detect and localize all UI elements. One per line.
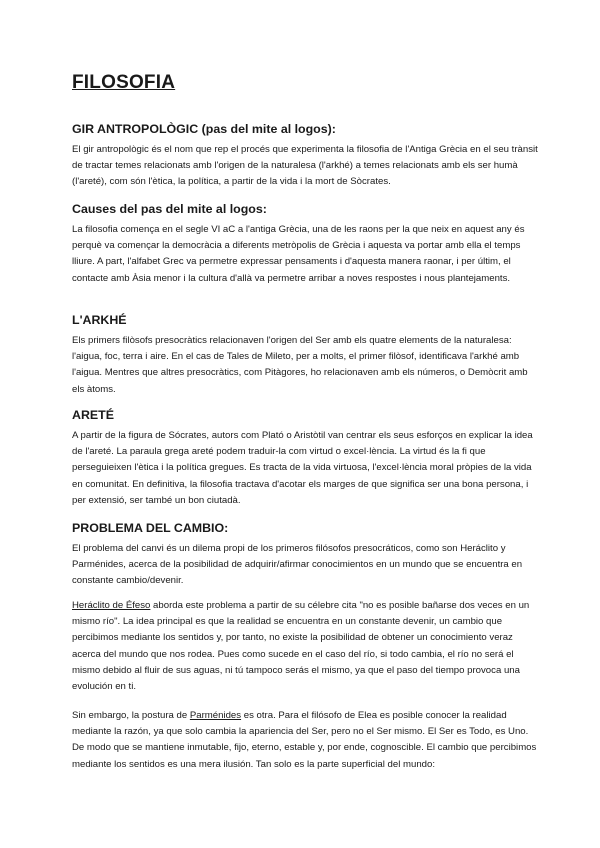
section-body: A partir de la figura de Sócrates, autors com Plató o Aristòtil van centrar els seus esforços en explicar la idea de l'areté. La paraula grega areté podem traduir-la com virtud o excel·lència. La virtud és la fi que perseguieixen l'ètica i la política gregues. Es tracta de la vida virtuosa, l'excel·lència moral pròpies de la vida en comunitat. En definitiva, la filosofia tractava d'acotar els marges de que significa ser una bona persona, i per extensió, ser també un bon ciutadà. [72, 430, 533, 506]
section-causes [72, 202, 542, 287]
heraclito-name: Heráclito de Éfeso [72, 600, 151, 611]
section-heading: ARETÉ [72, 408, 114, 422]
parmenides-intro: Sin embargo, la postura de [72, 710, 190, 721]
section-problema-cambio [72, 521, 542, 590]
paragraph-parmenides [72, 708, 542, 773]
section-arete [72, 408, 542, 509]
heraclito-text: aborda este problema a partir de su célebre cita "no es posible bañarse dos veces en un mismo río". La idea principal es que la realidad se encuentra en un constante devenir, un cambio que percibimos mediante los sentidos y, por tanto, no existe la posibilidad de obtener un conocimiento veraz acerca del mundo que nos rodea. Pues como sucede en el caso del río, si todo cambia, el río no será el mismo debido al fluir de sus aguas, ni tú tampoco serás el mismo, ya que el paso del tiempo provoca una evolución en ti. [72, 600, 530, 693]
section-body: Els primers filòsofs presocràtics relacionaven l'origen del Ser amb els quatre elements de la naturalesa: l'aigua, foc, terra i aire. En el cas de Tales de Mileto, per a molts, el primer filòsof, identificava l'arkhé amb l'aigua. Mentres que altres presocràtics, com Pitàgores, ho relacionaven amb els números, o Demòcrit amb els àtoms. [72, 335, 528, 395]
parmenides-text: es otra. Para el filósofo de Elea es posible conocer la realidad mediante la razón, ya que solo cambia la apariencia del Ser, pero no el Ser mismo. El Ser es Todo, es Uno. De modo que se mantiene inmutable, fijo, eterno, estable y, por ende, cognoscible. El cambio que percibimos mediante los sentidos es una mera ilusión. Tan solo es la parte superficial del mundo: [72, 710, 537, 770]
paragraph-heraclito [72, 598, 542, 695]
parmenides-paragraph [72, 708, 542, 773]
section-body: La filosofia comença en el segle VI aC a l'antiga Grècia, una de les raons per la que neix en aquest any és perquè va començar la democràcia a diferents metròpolis de Grècia i aquesta va portar amb ella el temps lliure. A part, l'alfabet Grec va permetre expressar pensaments i d'aquesta manera raonar, i per últim, el contacte amb Àsia menor i la cultura d'allà va permetre arribar a noves respostes i nous plantejaments. [72, 224, 525, 284]
document-title: FILOSOFIA [72, 72, 176, 93]
section-body: El problema del canvi és un dilema propi de los primeros filósofos presocráticos, como son Heráclito y Parménides, acerca de la posibilidad de adquirir/afirmar conocimientos en un mundo que se encuentra en constante cambio/devenir. [72, 543, 523, 587]
parmenides-name: Parménides [189, 710, 242, 721]
section-heading: L'ARKHÉ [72, 313, 127, 327]
section-arkhe [72, 313, 542, 398]
section-heading: PROBLEMA DEL CAMBIO: [72, 521, 229, 535]
section-body: El gir antropològic és el nom que rep el procés que experimenta la filosofia de l'Antiga Grècia en el seu trànsit de tractar temes relacionats amb l'origen de la naturalesa (l'arkhé) a temes relacionats amb els ser humà (l'areté), com són l'ètica, la política, a partir de la vida i la mort de Sòcrates. [72, 144, 538, 188]
section-gir-antropologic [72, 122, 542, 191]
heraclito-paragraph [72, 598, 542, 695]
section-heading: GIR ANTROPOLÒGIC (pas del mite al logos): [72, 122, 336, 136]
section-heading: Causes del pas del mite al logos: [72, 202, 267, 216]
